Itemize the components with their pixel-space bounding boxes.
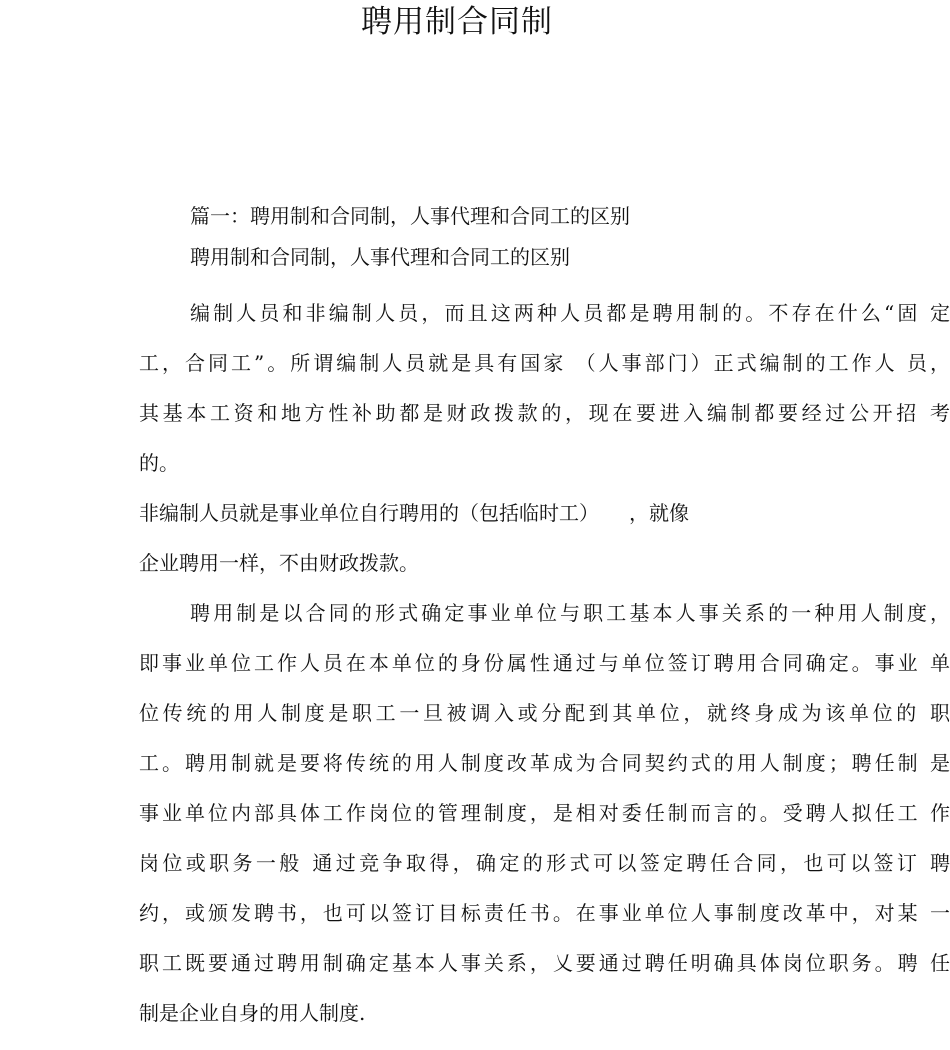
paragraph-line: 工。聘用制就是要将传统的用人制度改革成为合同契约式的用人制度；聘任制 是	[139, 751, 950, 775]
paragraph-line: 位传统的用人制度是职工一旦被调入或分配到其单位，就终身成为该单位的 职	[139, 701, 950, 725]
paragraph-line: 岗位或职务一般 通过竞争取得，确定的形式可以签定聘任合同，也可以签订 聘	[139, 851, 950, 875]
section-subheading: 聘用制和合同制，人事代理和合同工的区别	[190, 245, 570, 269]
paragraph-line: 事业单位内部具体工作岗位的管理制度，是相对委任制而言的。受聘人拟任工 作	[139, 801, 950, 825]
paragraph-line: 聘用制是以合同的形式确定事业单位与职工基本人事关系的一种用人制度，	[190, 601, 950, 625]
document-body	[139, 196, 950, 1038]
section-heading: 篇一：聘用制和合同制，人事代理和合同工的区别	[190, 204, 630, 228]
paragraph-line: 约，或颁发聘书，也可以签订目标责任书。在事业单位人事制度改革中，对某 一	[139, 901, 950, 925]
paragraph-line: 工，合同工”。所谓编制人员就是具有国家 （人事部门）正式编制的工作人 员，	[139, 351, 950, 375]
paragraph-line: 非编制人员就是事业单位自行聘用的（包括临时工） ，就像	[139, 501, 689, 525]
paragraph-line: 企业聘用一样，不由财政拨款。	[139, 551, 419, 575]
document-title: 聘用制合同制	[361, 4, 553, 40]
paragraph-line: 制是企业自身的用人制度.	[139, 1001, 366, 1025]
paragraph-line: 职工既要通过聘用制确定基本人事关系，乂要通过聘任明确具体岗位职务。聘 任	[139, 951, 950, 975]
paragraph-line: 编制人员和非编制人员，而且这两种人员都是聘用制的。不存在什么“固 定	[190, 301, 950, 325]
paragraph-line: 的。	[139, 451, 179, 475]
paragraph-line: 其基本工资和地方性补助都是财政拨款的，现在要进入编制都要经过公开招 考	[139, 401, 950, 425]
paragraph-line: 即事业单位工作人员在本单位的身份属性通过与单位签订聘用合同确定。事业 单	[139, 651, 950, 675]
